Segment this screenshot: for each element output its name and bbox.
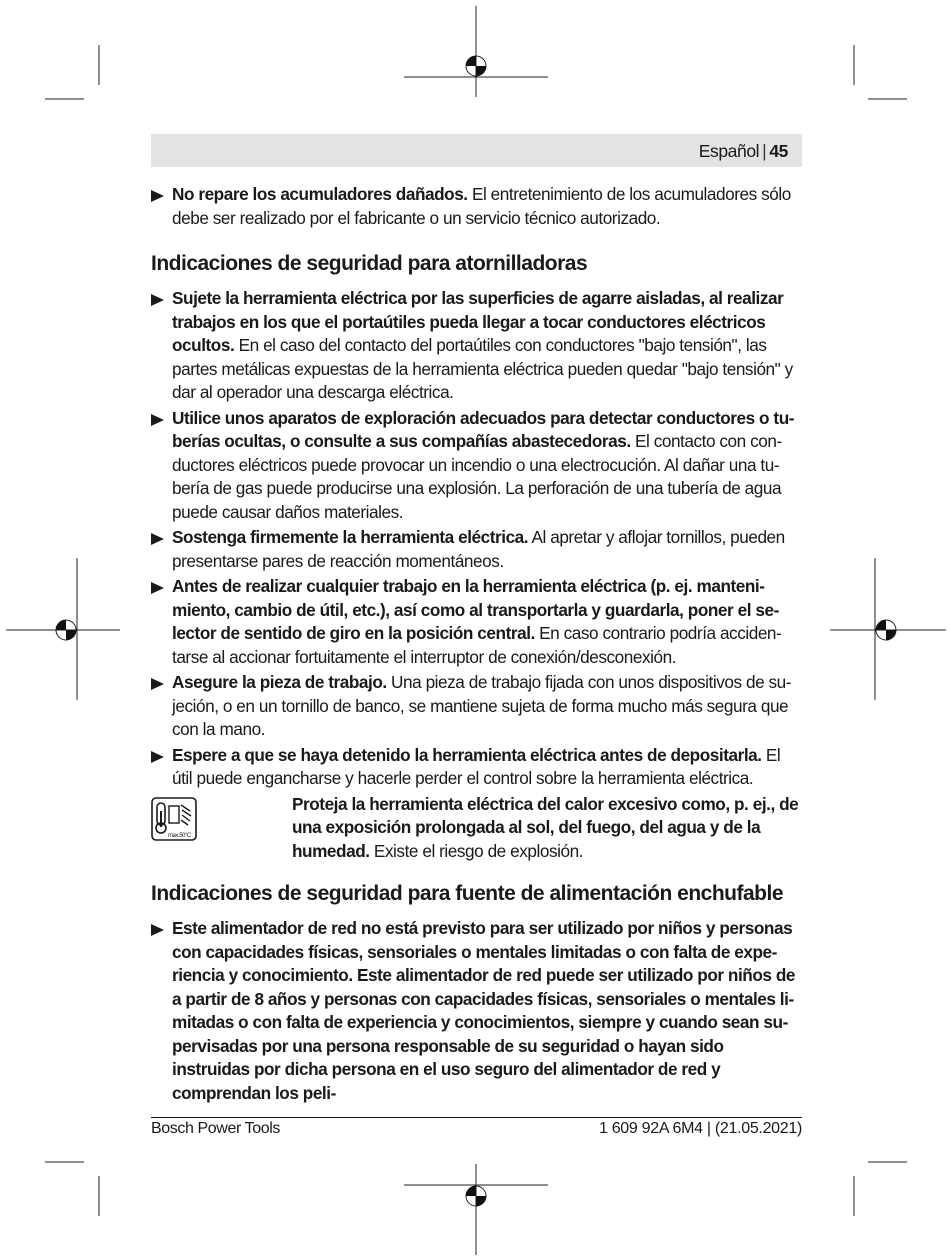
item-text: El contacto con conductores eléctricos puede provocar un incendio o una electrocución. Al dañar una tubería de gas puede producirse una explosión. La perforación de una tubería de agua puede causar daños materiales. [172, 431, 783, 522]
item-bold: No repare los acumuladores dañados. [172, 184, 468, 204]
item-bold: Este alimentador de red no está previsto para ser utilizado por niños y personas con capacidades físicas, sensoriales o mentales limitadas o con falta de experiencia y conocimiento. Este alimentador de red puede ser utilizado por niños de a partir de 8 años y personas con capacidades físicas, sensoriales o mentales limitadas o con falta de experiencia y conocimientos, siempre y cuando sean supervisadas por una persona responsable de su seguridad o hayan sido instruidas por dicha persona en el uso seguro del alimentador de red y comprendan los peli- [172, 918, 795, 1103]
warning-bold: Proteja la herramienta eléctrica del calor excesivo como, p. ej., de una exposición prolongada al sol, del fuego, del agua y de la humedad. [292, 793, 799, 861]
footer-brand: Bosch Power Tools [151, 1120, 280, 1137]
intro-item [151, 183, 802, 230]
header-label [699, 141, 788, 162]
list-item [151, 917, 802, 1105]
item-text: Una pieza de trabajo fijada con unos dispositivos de sujeción, o en un tornillo de banco, se mantiene sujeta de forma mucho más segura que con la mano. [172, 672, 792, 739]
list-item [151, 287, 802, 405]
list-item [151, 526, 802, 573]
temperature-icon-label: max.50°C [168, 832, 191, 839]
item-bold: Sujete la herramienta eléctrica por las superficies de agarre aisladas, al realizar trabajos en los que el portaútiles pueda llegar a tocar conductores eléctricos ocultos. [172, 288, 784, 355]
header-language: Español [698, 141, 760, 161]
bullet-triangle-icon [151, 924, 164, 936]
item-bold: Asegure la pieza de trabajo. [172, 672, 387, 692]
item-text: En el caso del contacto del portaútiles con conductores "bajo tensión", las partes metálicas expuestas de la herramienta eléctrica pueden quedar "bajo tensión" y dar al operador una descarga eléctrica. [172, 335, 793, 402]
item-text: El útil puede engancharse y hacerle perder el control sobre la herramienta eléctrica. [172, 744, 781, 788]
list-item [151, 575, 802, 669]
item-text: Al apretar y aflojar tornillos, pueden presentarse pares de reacción momentáneos. [172, 527, 785, 571]
footer-rule [151, 1117, 802, 1118]
bullet-triangle-icon [151, 190, 164, 202]
list-item [151, 671, 802, 742]
page-content [151, 183, 802, 1107]
bullet-triangle-icon [151, 678, 164, 690]
list-item [151, 407, 802, 525]
section-title-screwdrivers: Indicaciones de seguridad para atornilladoras [151, 252, 588, 275]
list-item [151, 744, 802, 791]
temperature-icon [151, 797, 197, 841]
bullet-triangle-icon [151, 294, 164, 306]
header-separator: | [762, 141, 767, 161]
item-text: En caso contrario podría accidentarse al accionar fortuitamente el interruptor de conexión/desconexión. [172, 623, 782, 667]
item-bold: Espere a que se haya detenido la herramienta eléctrica antes de depositarla. [172, 744, 762, 765]
bullet-triangle-icon [151, 533, 164, 545]
page-number: 45 [769, 141, 788, 161]
bullet-triangle-icon [151, 751, 164, 763]
item-text: El entretenimiento de los acumuladores sólo debe ser realizado por el fabricante o un servicio técnico autorizado. [172, 184, 791, 228]
page-header [151, 134, 802, 167]
item-bold: Utilice unos aparatos de exploración adecuados para detectar conductores o tuberías ocultas, o consulte a sus compañías abastecedoras. [172, 407, 795, 451]
footer-doc-id: 1 609 92A 6M4 | (21.05.2021) [598, 1120, 802, 1137]
heat-warning [151, 793, 802, 864]
section-title-power-supply: Indicaciones de seguridad para fuente de alimentación enchufable [151, 882, 784, 905]
bullet-triangle-icon [151, 414, 164, 426]
item-bold: Antes de realizar cualquier trabajo en la herramienta eléctrica (p. ej. mantenimiento, cambio de útil, etc.), así como al transportarla y guardarla, poner el selector de sentido de giro en la posición central. [172, 576, 780, 643]
bullet-triangle-icon [151, 582, 164, 594]
warning-text: Existe el riesgo de explosión. [369, 840, 584, 861]
item-bold: Sostenga firmemente la herramienta eléctrica. [172, 527, 529, 547]
